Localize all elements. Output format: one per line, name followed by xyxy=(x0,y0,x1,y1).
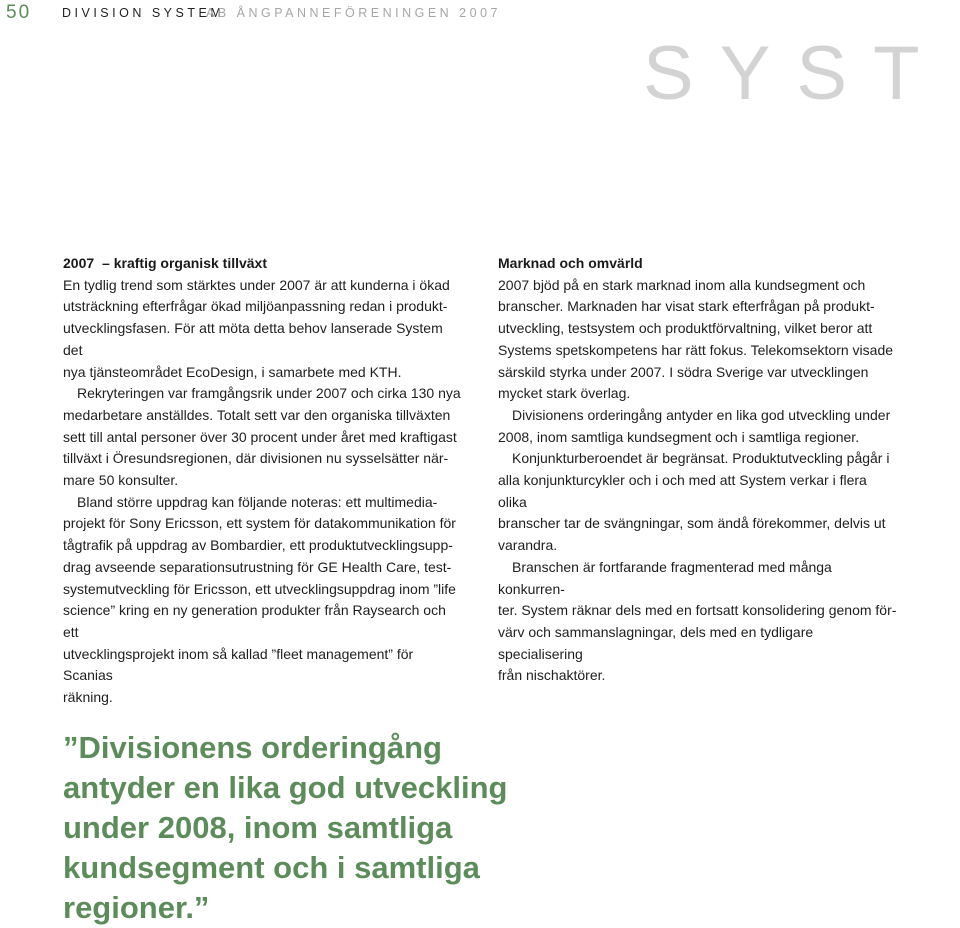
left-heading-year: 2007 xyxy=(63,255,95,271)
text-line: mycket stark överlag. xyxy=(498,385,631,402)
text-line: varandra. xyxy=(498,537,558,554)
header-division-label: DIVISION SYSTEM xyxy=(62,6,225,20)
text-line: 2007 bjöd på en stark marknad inom alla kundsegment och xyxy=(498,276,866,293)
pull-quote-line: ”Divisionens orderingång xyxy=(63,730,442,765)
text-line: branscher. Marknaden har visat stark efterfrågan på produkt- xyxy=(498,298,875,315)
text-line: drag avseende separationsutrustning för GE Health Care, test- xyxy=(63,558,452,575)
text-line: ter. System räknar dels med en fortsatt konsolidering genom för- xyxy=(498,602,897,619)
text-line: En tydlig trend som stärktes under 2007 är att kunderna i ökad xyxy=(63,276,450,293)
text-line: Branschen är fortfarande fragmenterad med många konkurren- xyxy=(498,558,832,597)
text-line: utvecklingsfasen. För att möta detta behov lanserade System det xyxy=(63,320,443,358)
text-line: medarbetare anställdes. Totalt sett var den organiska tillväxten xyxy=(63,406,451,423)
pull-quote-line: kundsegment och i samtliga xyxy=(63,850,480,885)
text-line: Rekryteringen var framgångsrik under 2007 och cirka 130 nya xyxy=(77,385,461,402)
text-line: alla konjunkturcykler och i och med att System verkar i flera olika xyxy=(498,472,867,510)
text-line: Bland större uppdrag kan följande noteras: ett multimedia- xyxy=(77,493,438,510)
text-line: tågtrafik på uppdrag av Bombardier, ett produktutvecklingsupp- xyxy=(63,537,453,554)
text-line: Systems spetskompetens har rätt fokus. Telekomsektorn visade xyxy=(498,341,894,358)
text-line: tillväxt i Öresundsregionen, där divisionen nu sysselsätter när- xyxy=(63,450,449,467)
header-company-label: AB ÅNGPANNEFÖRENINGEN 2007 xyxy=(206,6,501,20)
page-number: 50 xyxy=(6,2,32,23)
text-line: 2008, inom samtliga kundsegment och i samtliga regioner. xyxy=(498,428,860,445)
text-line: Konjunkturberoendet är begränsat. Produktutveckling pågår i xyxy=(512,450,890,467)
text-line: nya tjänsteområdet EcoDesign, i samarbete med KTH. xyxy=(63,363,402,380)
text-line: utsträckning efterfrågar ökad miljöanpassning redan i produkt- xyxy=(63,298,448,315)
text-line: mare 50 konsulter. xyxy=(63,472,179,489)
right-column xyxy=(498,253,898,687)
pull-quote-line: antyder en lika god utveckling xyxy=(63,770,508,805)
left-heading xyxy=(63,253,463,275)
pull-quote-line: regioner.” xyxy=(63,890,210,925)
right-heading: Marknad och omvärld xyxy=(498,255,643,271)
text-line: utvecklingsprojekt inom så kallad ”fleet management” för Scanias xyxy=(63,645,414,684)
left-heading-dash: – xyxy=(102,255,110,271)
left-heading-text: kraftig organisk tillväxt xyxy=(113,255,268,271)
pull-quote xyxy=(63,728,523,928)
text-line: sett till antal personer över 30 procent under året med kraftigast xyxy=(63,428,457,445)
text-line: värv och sammanslagningar, dels med en tydligare specialisering xyxy=(498,623,814,662)
text-line: branscher tar de svängningar, som ändå förekommer, delvis ut xyxy=(498,515,886,532)
text-line: projekt för Sony Ericsson, ett system för datakommunikation för xyxy=(63,515,456,532)
text-line: systemutveckling för Ericsson, ett utvecklingsuppdrag inom ”life xyxy=(63,580,456,597)
text-line: utveckling, testsystem och produktförvaltning, vilket beror att xyxy=(498,320,873,337)
left-column xyxy=(63,253,463,709)
text-line: särskild styrka under 2007. I södra Sverige var utvecklingen xyxy=(498,363,869,380)
text-line: Divisionens orderingång antyder en lika god utveckling under xyxy=(512,406,891,423)
section-title: SYST xyxy=(643,31,946,116)
pull-quote-line: under 2008, inom samtliga xyxy=(63,810,453,845)
text-line: räkning. xyxy=(63,689,113,706)
text-line: från nischaktörer. xyxy=(498,667,606,684)
text-line: science” kring en ny generation produkter från Raysearch och ett xyxy=(63,602,446,640)
